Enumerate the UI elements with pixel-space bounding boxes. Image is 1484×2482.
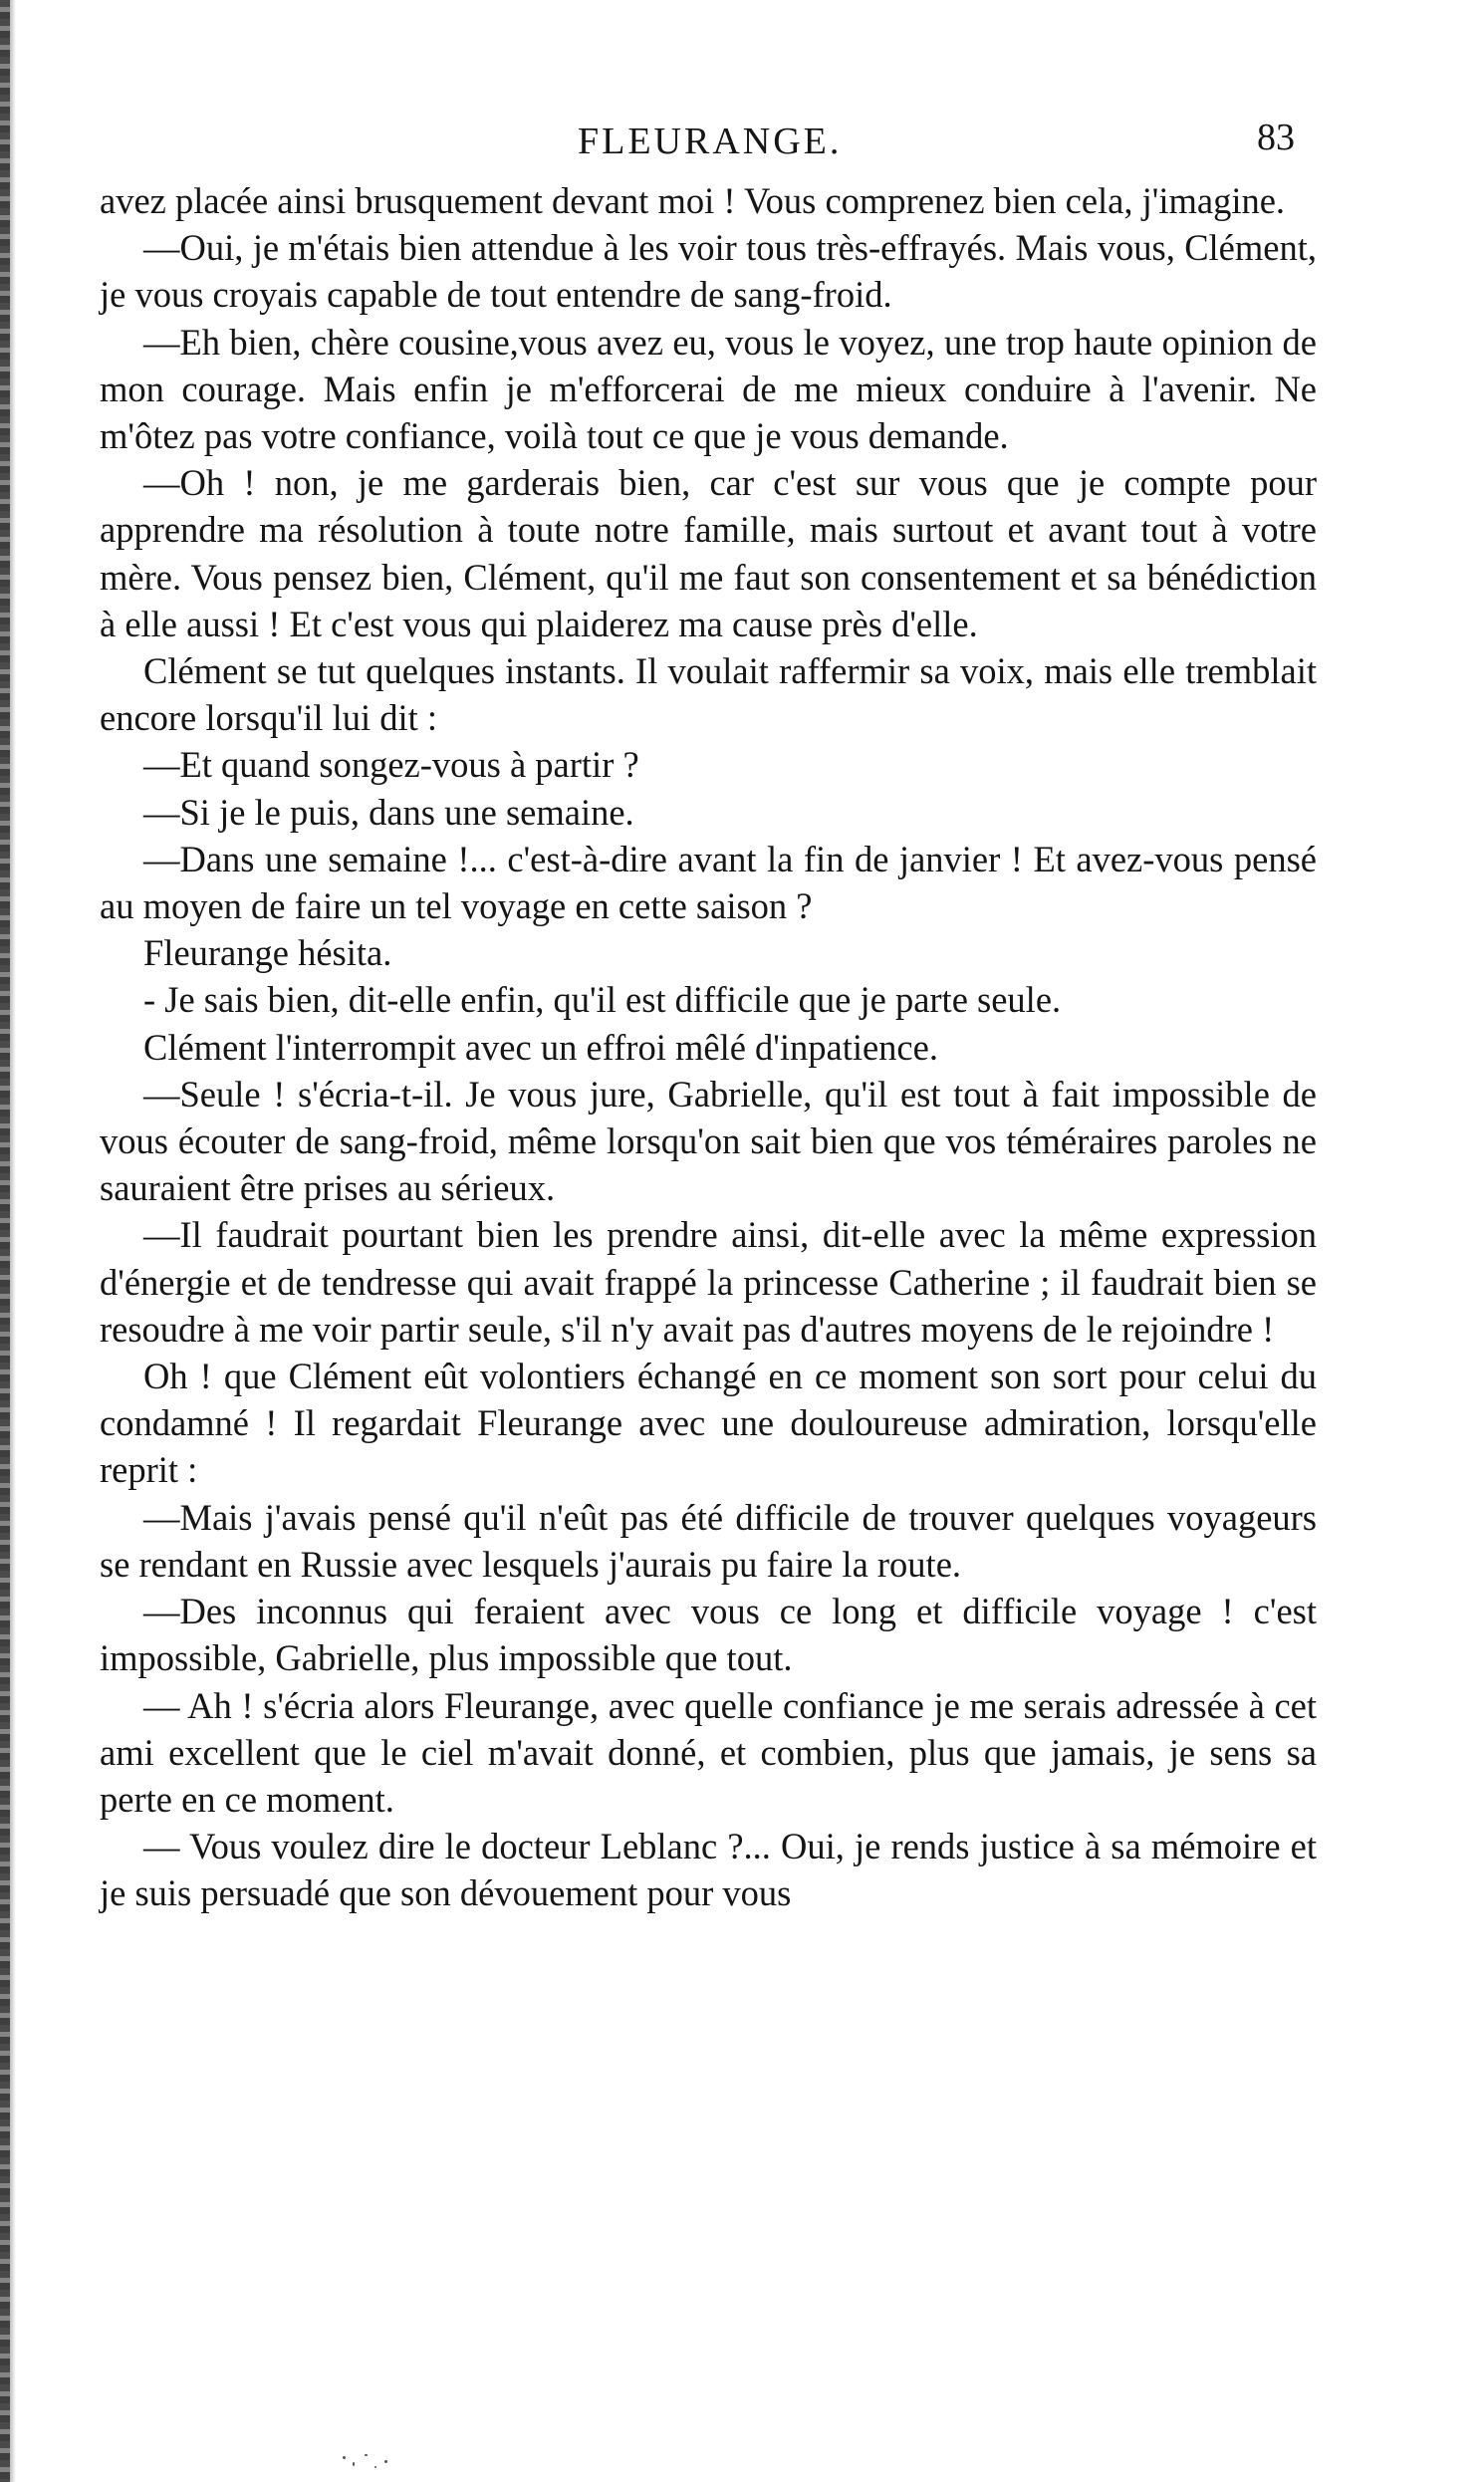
paragraph-dialogue: —Si je le puis, dans une semaine. [143, 791, 634, 833]
paragraph-dialogue: —Il faudrait pourtant bien les prendre ainsi, dit-elle avec la même expression d'énergie et de tendresse qui avait frappé la princesse Catherine ; il faudrait bien se resoudre à me voir partir seule, s'il n'y avait pas d'autres moyens de le rejoindre ! [100, 1214, 1317, 1350]
paragraph-dialogue: —Des inconnus qui feraient avec vous ce long et difficile voyage ! c'est impossible, Gabrielle, plus impossible que tout. [100, 1591, 1317, 1679]
paragraph-dialogue: — Vous voulez dire le docteur Leblanc ?... Oui, je rends justice à sa mémoire et je suis persuadé que son dévouement pour vous [100, 1826, 1317, 1914]
paragraph-narration: Clément l'interrompit avec un effroi mêlé d'inpatience. [143, 1026, 938, 1068]
paragraph-dialogue: —Eh bien, chère cousine,vous avez eu, vous le voyez, une trop haute opinion de mon courage. Mais enfin je m'efforcerai de me mieux conduire à l'avenir. Ne m'ôtez pas votre confiance, voilà tout ce que je vous demande. [100, 321, 1317, 457]
paragraph-dialogue: —Mais j'avais pensé qu'il n'eût pas été difficile de trouver quelques voyageurs se rendant en Russie avec lesquels j'aurais pu faire la route. [100, 1496, 1317, 1585]
paragraph-dialogue: — Ah ! s'écria alors Fleurange, avec quelle confiance je me serais adressée à cet ami excellent que le ciel m'avait donné, et combien, plus que jamais, je sens sa perte en ce moment. [100, 1684, 1317, 1820]
page-gutter-shadow [10, 0, 16, 2482]
paragraph-narration: Fleurange hésita. [143, 932, 392, 974]
running-title: FLEURANGE. [578, 121, 843, 162]
page-left-edge-binding [0, 0, 10, 2482]
running-header [0, 112, 1484, 171]
paragraph-dialogue: —Et quand songez-vous à partir ? [143, 744, 639, 786]
paragraph-dialogue: - Je sais bien, dit-elle enfin, qu'il est difficile que je parte seule. [143, 979, 1062, 1021]
paragraph-dialogue: —Seule ! s'écria-t-il. Je vous jure, Gabrielle, qu'il est tout à fait impossible de vous écouter de sang-froid, même lorsqu'on sait bien que vos téméraires paroles ne sauraient être prises au sérieux. [100, 1073, 1317, 1209]
paragraph-narration: Clément se tut quelques instants. Il voulait raffermir sa voix, mais elle tremblait encore lorsqu'il lui dit : [100, 650, 1317, 739]
paragraph-continuation: avez placée ainsi brusquement devant moi ! Vous comprenez bien cela, j'imagine. [100, 180, 1286, 221]
body-text [100, 177, 1317, 1917]
page-number: 83 [1257, 117, 1295, 158]
paragraph-dialogue: —Oui, je m'étais bien attendue à les voir tous très-effrayés. Mais vous, Clément, je vous croyais capable de tout entendre de sang-froid. [100, 227, 1317, 316]
paragraph-dialogue: —Dans une semaine !... c'est-à-dire avant la fin de janvier ! Et avez-vous pensé au moyen de faire un tel voyage en cette saison ? [100, 838, 1317, 927]
print-speckle-marks [339, 2452, 398, 2482]
paragraph-narration: Oh ! que Clément eût volontiers échangé en ce moment son sort pour celui du condamné ! Il regardait Fleurange avec une douloureuse admiration, lorsqu'elle reprit : [100, 1356, 1317, 1491]
paragraph-dialogue: —Oh ! non, je me garderais bien, car c'est sur vous que je compte pour apprendre ma résolution à toute notre famille, mais surtout et avant tout à votre mère. Vous pensez bien, Clément, qu'il me faut son consentement et sa bénédiction à elle aussi ! Et c'est vous qui plaiderez ma cause près d'elle. [100, 462, 1317, 644]
